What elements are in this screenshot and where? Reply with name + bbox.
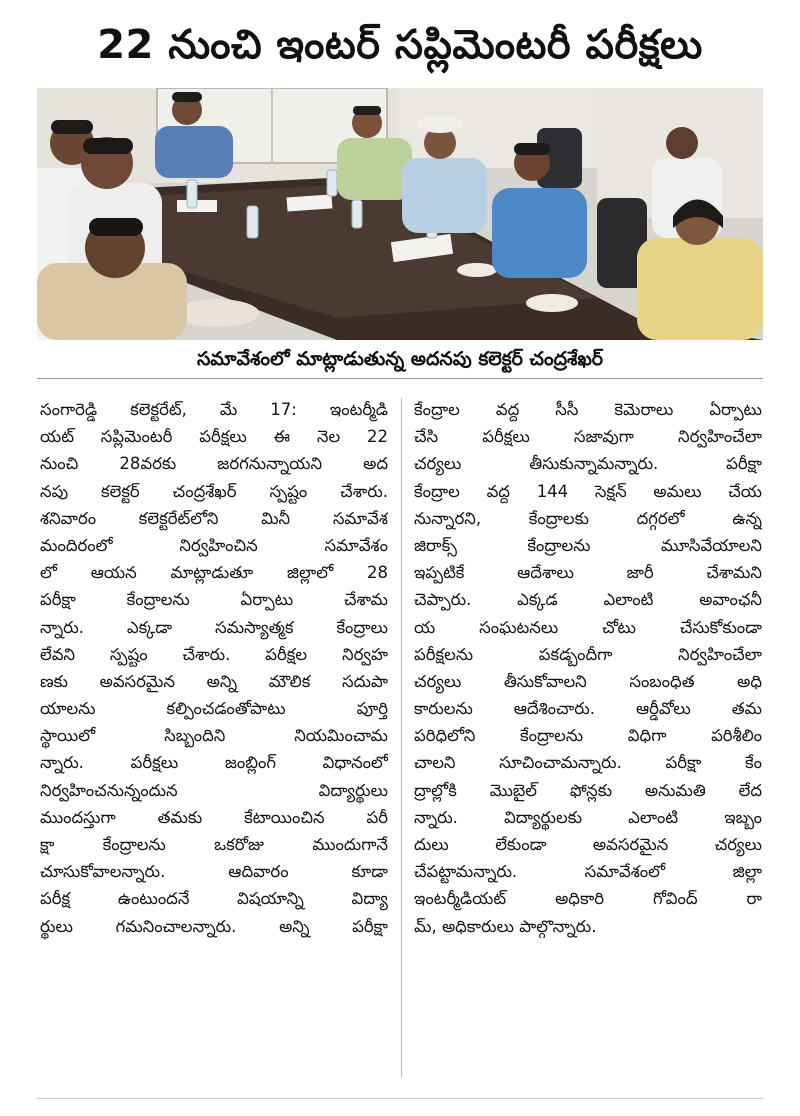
- article-line: ర్థులు గమనించాలన్నారు. అన్ని పరీక్షా: [40, 916, 388, 936]
- article-line: పరీక్షా కేంద్రాలను ఏర్పాటు చేశామ: [40, 590, 388, 610]
- article-line: కేంద్రాల వద్ద 144 సెక్షన్ అమలు చేయ: [414, 481, 762, 501]
- article-line: నపు కలెక్టర్ చంద్రశేఖర్ స్పష్టం చేశారు.: [40, 481, 388, 501]
- article-line: స్థాయిలో సిబ్బందిని నియమించామ: [40, 726, 388, 746]
- article-line: ఇప్పటికే ఆదేశాలు జారీ చేశామని: [414, 563, 762, 583]
- article-line: జిరాక్స్ కేంద్రాలను మూసివేయాలని: [414, 535, 762, 555]
- article-line: పరీక్ష ఉంటుందనే విషయాన్ని విద్యా: [40, 889, 388, 909]
- article-line: న్నారు. పరీక్షలు జంబ్లింగ్ విధానంలో: [40, 753, 388, 773]
- article-line: కేంద్రాల వద్ద సీసీ కెమెరాలు ఏర్పాటు: [414, 400, 762, 419]
- article-line: ఇంటర్మీడియట్ అధికారి గోవింద్ రా: [414, 889, 762, 909]
- article-line: కారులను ఆదేశించారు. ఆర్డీవోలు తమ: [414, 699, 762, 719]
- article-line: చేసి పరీక్షలు సజావుగా నిర్వహించేలా: [414, 427, 762, 447]
- article-line: చేపట్టామన్నారు. సమావేశంలో జిల్లా: [414, 862, 762, 882]
- article-line: పరిధిలోని కేంద్రాలను విధిగా పరిశీలిం: [414, 726, 762, 746]
- article-line: లో ఆయన మాట్లాడుతూ జిల్లాలో 28: [40, 563, 388, 583]
- article-line: ద్రాల్లోకి మొబైల్ ఫోన్లకు అనుమతి లేద: [414, 780, 762, 800]
- article-line: య సంఘటనలు చోటు చేసుకోకుండా: [414, 617, 762, 637]
- article-line: చాలని సూచించామన్నారు. పరీక్షా కేం: [414, 753, 762, 773]
- article-line: మ్, అధికారులు పాల్గొన్నారు.: [414, 916, 597, 936]
- article-line: ముందస్తుగా తమకు కేటాయించిన పరీ: [40, 807, 388, 827]
- article-line: నుంచి 28వరకు జరగనున్నాయని అద: [40, 454, 388, 474]
- headline: 22 నుంచి ఇంటర్ సప్లిమెంటరీ పరీక్షలు: [97, 22, 703, 68]
- meeting-photo: [37, 88, 763, 340]
- article-line: యాలను కల్పించడంతోపాటు పూర్తి: [40, 699, 388, 719]
- article-line: నిర్వహించనున్నందున విద్యార్థులు: [40, 780, 388, 800]
- article-line: సంగారెడ్డి కలెక్టరేట్, మే 17: ఇంటర్మీడి: [40, 400, 388, 419]
- article-left-column: [40, 396, 388, 940]
- column-divider: [401, 398, 402, 1078]
- article-line: చెప్పారు. ఎక్కడ ఎలాంటి అవాంఛనీ: [414, 590, 762, 610]
- article-line: లేవని స్పష్టం చేశారు. పరీక్షల నిర్వహ: [40, 644, 388, 664]
- article-line: నున్నారని, కేంద్రాలకు దగ్గరలో ఉన్న: [414, 508, 762, 528]
- caption-divider: [37, 378, 763, 379]
- article-line: న్నారు. విద్యార్థులకు ఎలాంటి ఇబ్బం: [414, 807, 762, 827]
- photo-caption: సమావేశంలో మాట్లాడుతున్న అదనపు కలెక్టర్ చంద్రశేఖర్: [196, 348, 604, 370]
- article-right-column: [414, 396, 762, 940]
- article-line: దులు లేకుండా అవసరమైన చర్యలు: [414, 835, 762, 854]
- article-line: న్నారు. ఎక్కడా సమస్యాత్మక కేంద్రాలు: [40, 617, 388, 637]
- article-line: యట్ సప్లిమెంటరీ పరీక్షలు ఈ నెల 22: [40, 427, 388, 447]
- article-line: ణకు అవసరమైన అన్ని మౌలిక సదుపా: [40, 671, 388, 691]
- article-line: మందిరంలో నిర్వహించిన సమావేశం: [40, 535, 388, 555]
- article-line: చర్యలు తీసుకున్నామన్నారు. పరీక్షా: [414, 454, 762, 474]
- article-line: శనివారం కలెక్టరేట్‌లోని మినీ సమావేశ: [40, 508, 388, 528]
- article-line: చూసుకోవాలన్నారు. ఆదివారం కూడా: [40, 862, 388, 882]
- article-line: క్షా కేంద్రాలను ఒకరోజు ముందుగానే: [40, 835, 388, 854]
- article-line: పరీక్షలను పకడ్బందీగా నిర్వహించేలా: [414, 644, 762, 664]
- bottom-divider: [37, 1098, 763, 1099]
- article-line: చర్యలు తీసుకోవాలని సంబంధిత అధి: [414, 671, 762, 691]
